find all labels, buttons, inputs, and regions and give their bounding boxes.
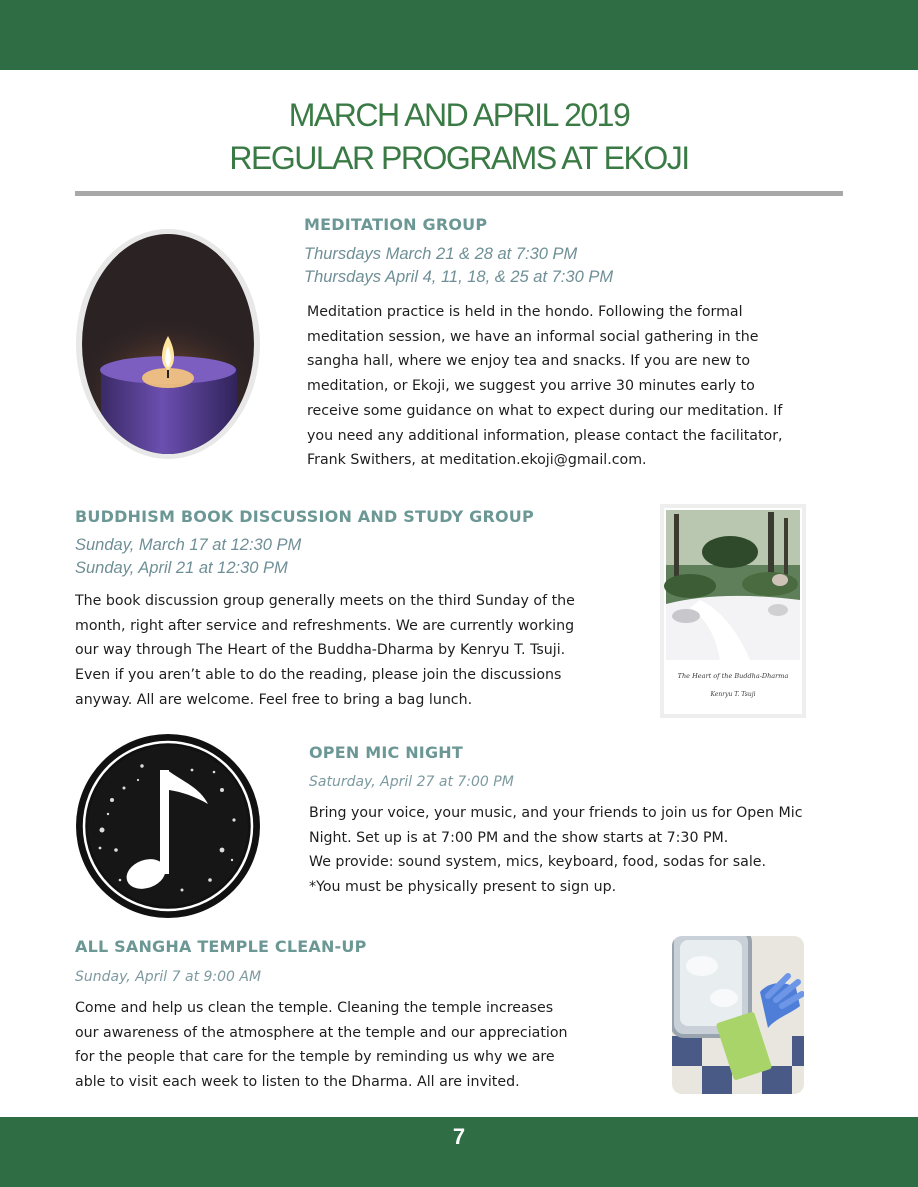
- title-line-1: MARCH AND APRIL 2019: [288, 97, 630, 133]
- meditation-date-1: Thursdays March 21 & 28 at 7:30 PM: [304, 245, 578, 263]
- cleanup-heading: ALL SANGHA TEMPLE CLEAN-UP: [75, 937, 367, 956]
- book-group-line: The book discussion group generally meets on the third Sunday of the: [75, 593, 575, 609]
- cleanup-line: able to visit each week to listen to the Dharma. All are invited.: [75, 1074, 520, 1091]
- meditation-line: meditation, or Ekoji, we suggest you arrive 30 minutes early to: [307, 378, 755, 395]
- cleanup-line: our awareness of the atmosphere at the temple and our appreciation: [75, 1024, 568, 1041]
- book-group-date-2: Sunday, April 21 at 12:30 PM: [75, 559, 288, 577]
- book-group-line: anyway. All are welcome. Feel free to bring a bag lunch.: [75, 691, 473, 708]
- book-group-line: Even if you aren’t able to do the reading, please join the discussions: [75, 667, 562, 684]
- open-mic-line: Night. Set up is at 7:00 PM and the show starts at 7:30 PM.: [309, 829, 729, 846]
- meditation-line: Frank Swithers, at meditation.ekoji@gmail.com.: [307, 452, 647, 469]
- cleanup-description: [75, 996, 568, 1095]
- cleanup-line: Come and help us clean the temple. Cleaning the temple increases: [75, 1000, 554, 1016]
- cleanup-line: for the people that care for the temple by reminding us why we are: [75, 1049, 555, 1066]
- meditation-line: meditation session, we have an informal social gathering in the: [307, 328, 759, 345]
- title-divider: [75, 191, 843, 196]
- meditation-date-2: Thursdays April 4, 11, 18, & 25 at 7:30 PM: [304, 268, 614, 286]
- book-group-dates: [75, 534, 301, 580]
- open-mic-description: [309, 801, 803, 900]
- page-title: [0, 94, 918, 180]
- cleanup-date-1: Sunday, April 7 at 9:00 AM: [75, 969, 262, 985]
- meditation-description: [307, 300, 783, 473]
- book-group-date-1: Sunday, March 17 at 12:30 PM: [75, 536, 302, 554]
- open-mic-line: Bring your voice, your music, and your friends to join us for Open Mic: [309, 805, 803, 821]
- meditation-line: sangha hall, where we enjoy tea and snacks. If you are new to: [307, 353, 751, 370]
- meditation-dates: [304, 243, 613, 289]
- cleaning-supplies-photo: [672, 936, 804, 1094]
- book-cover-author: Kenryu T. Tsuji: [710, 691, 756, 698]
- top-banner: [0, 0, 918, 70]
- open-mic-line: *You must be physically present to sign up.: [309, 879, 617, 896]
- meditation-line: Meditation practice is held in the hondo. Following the formal: [307, 304, 743, 320]
- open-mic-line: We provide: sound system, mics, keyboard, food, sodas for sale.: [309, 854, 767, 871]
- music-note-icon: [72, 730, 264, 922]
- open-mic-date-1: Saturday, April 27 at 7:00 PM: [309, 774, 514, 790]
- book-group-description: [75, 589, 575, 713]
- open-mic-heading: OPEN MIC NIGHT: [309, 743, 463, 762]
- cleanup-dates: [75, 966, 261, 989]
- meditation-heading: MEDITATION GROUP: [304, 215, 488, 234]
- book-cover-image: [660, 504, 806, 718]
- meditation-line: receive some guidance on what to expect during our meditation. If: [307, 402, 783, 419]
- candle-photo: [75, 228, 261, 460]
- open-mic-dates: [309, 771, 514, 794]
- title-line-2: REGULAR PROGRAMS AT EKOJI: [229, 140, 689, 176]
- book-group-line: our way through The Heart of the Buddha-Dharma by Kenryu T. Tsuji.: [75, 642, 566, 659]
- meditation-line: you need any additional information, please contact the facilitator,: [307, 427, 783, 444]
- book-cover-title: The Heart of the Buddha-Dharma: [677, 672, 789, 680]
- page-number: 7: [452, 1124, 466, 1149]
- book-group-heading: BUDDHISM BOOK DISCUSSION AND STUDY GROUP: [75, 507, 534, 526]
- book-group-line: month, right after service and refreshments. We are currently working: [75, 617, 575, 634]
